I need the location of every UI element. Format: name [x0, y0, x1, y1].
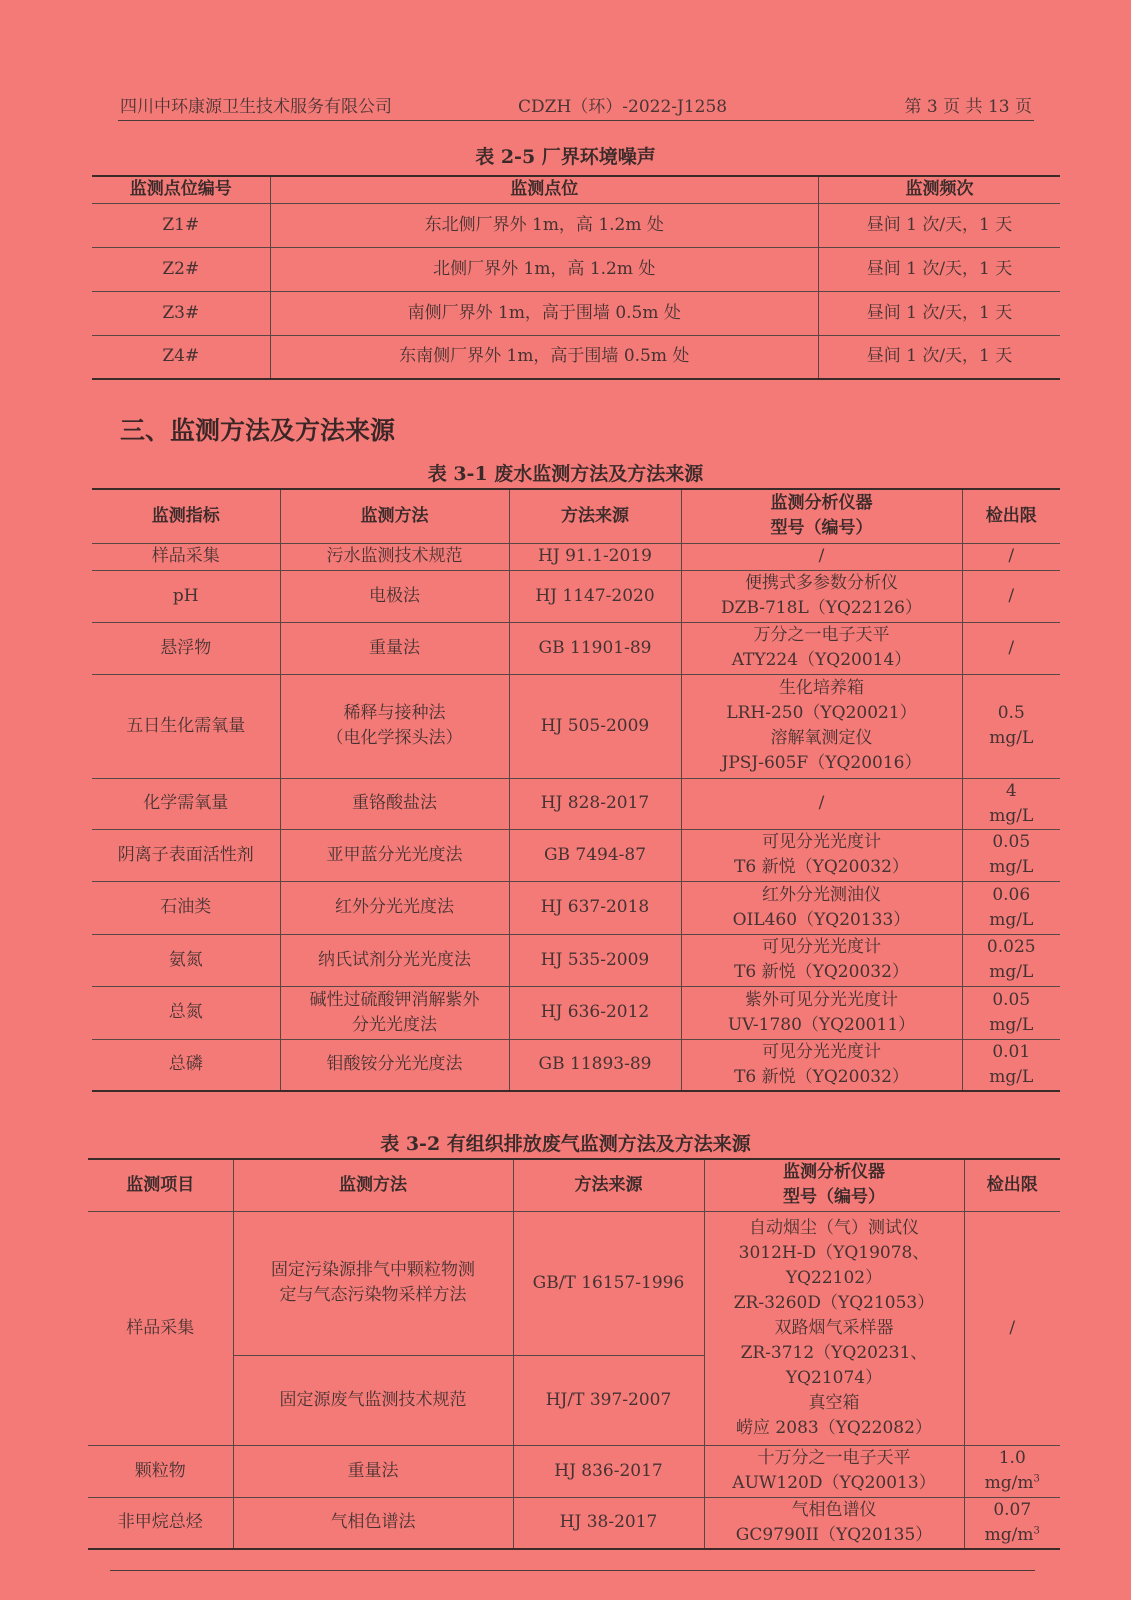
table-row	[92, 778, 1060, 829]
table-header-cell: 监测方法	[233, 1159, 513, 1211]
table-cell: Z4#	[92, 335, 270, 379]
table-cell: 样品采集	[92, 543, 280, 570]
table-cell: 重铬酸盐法	[280, 778, 509, 829]
table-cell: HJ 836-2017	[513, 1445, 704, 1497]
table-cell: 北侧厂界外 1m，高 1.2m 处	[270, 247, 818, 291]
table-cell: HJ 505-2009	[509, 674, 681, 778]
table-cell: 稀释与接种法 （电化学探头法）	[280, 674, 509, 778]
table-cell: HJ 1147-2020	[509, 570, 681, 622]
limit-value: 1.0	[998, 1448, 1026, 1468]
page-number: 第 3 页 共 13 页	[904, 97, 1032, 117]
table-cell: 昼间 1 次/天，1 天	[818, 335, 1060, 379]
table-cell: 气相色谱法	[233, 1497, 513, 1549]
table-row	[88, 1211, 1060, 1355]
table-row	[92, 203, 1060, 247]
table-cell: 南侧厂界外 1m，高于围墙 0.5m 处	[270, 291, 818, 335]
table-cell: 石油类	[92, 881, 280, 934]
table-cell	[964, 1497, 1060, 1549]
table-cell: GB 11901-89	[509, 622, 681, 674]
table-cell: Z2#	[92, 247, 270, 291]
table-cell: /	[681, 543, 962, 570]
table-cell: HJ 636-2012	[509, 986, 681, 1039]
table-cell: /	[962, 570, 1060, 622]
table-cell: 固定源废气监测技术规范	[233, 1355, 513, 1445]
table-cell: HJ 38-2017	[513, 1497, 704, 1549]
header-divider	[118, 120, 1034, 121]
table-header-cell: 监测指标	[92, 489, 280, 543]
table-row	[92, 986, 1060, 1039]
table-cell: Z3#	[92, 291, 270, 335]
table-row	[92, 570, 1060, 622]
table-3-2-caption: 表 3-2 有组织排放废气监测方法及方法来源	[380, 1133, 751, 1155]
table-row	[88, 1445, 1060, 1497]
table-header-cell: 检出限	[964, 1159, 1060, 1211]
table-cell: /	[962, 543, 1060, 570]
table-cell: 纳氏试剂分光光度法	[280, 934, 509, 986]
table-cell: 阴离子表面活性剂	[92, 829, 280, 881]
table-cell: 固定污染源排气中颗粒物测 定与气态污染物采样方法	[233, 1211, 513, 1355]
table-cell: 昼间 1 次/天，1 天	[818, 247, 1060, 291]
table-cell: 悬浮物	[92, 622, 280, 674]
page-header	[120, 92, 1032, 120]
footer-divider	[110, 1570, 1035, 1571]
table-row	[92, 881, 1060, 934]
table-cell: HJ 91.1-2019	[509, 543, 681, 570]
table-cell: 紫外可见分光光度计 UV-1780（YQ20011）	[681, 986, 962, 1039]
exhaust-gas-methods-table	[88, 1158, 1060, 1550]
table-cell: 东南侧厂界外 1m，高于围墙 0.5m 处	[270, 335, 818, 379]
table-header-cell: 监测点位编号	[92, 176, 270, 203]
noise-table	[92, 175, 1060, 380]
limit-unit: mg/m	[984, 1473, 1034, 1493]
table-header-cell: 方法来源	[509, 489, 681, 543]
table-cell: 重量法	[233, 1445, 513, 1497]
table-cell: 电极法	[280, 570, 509, 622]
limit-unit: mg/m	[984, 1524, 1034, 1545]
table-row	[92, 335, 1060, 379]
table-cell: GB/T 16157-1996	[513, 1211, 704, 1355]
table-cell: HJ 828-2017	[509, 778, 681, 829]
table-row	[88, 1497, 1060, 1549]
table-cell: HJ 535-2009	[509, 934, 681, 986]
table-cell: /	[964, 1211, 1060, 1445]
table-cell: 可见分光光度计 T6 新悦（YQ20032）	[681, 934, 962, 986]
table-cell: 五日生化需氧量	[92, 674, 280, 778]
table-cell: 十万分之一电子天平 AUW120D（YQ20013）	[704, 1445, 964, 1497]
table-cell: pH	[92, 570, 280, 622]
table-cell: 污水监测技术规范	[280, 543, 509, 570]
table-cell: GB 11893-89	[509, 1039, 681, 1091]
table-row	[92, 543, 1060, 570]
limit-value: 0.07	[993, 1499, 1032, 1520]
table-cell: 生化培养箱 LRH-250（YQ20021） 溶解氧测定仪 JPSJ-605F（YQ20016）	[681, 674, 962, 778]
table-cell: 亚甲蓝分光光度法	[280, 829, 509, 881]
table-cell: 红外分光测油仪 OIL460（YQ20133）	[681, 881, 962, 934]
table-header-cell: 监测点位	[270, 176, 818, 203]
table-cell: 0.05 mg/L	[962, 986, 1060, 1039]
table-cell: 化学需氧量	[92, 778, 280, 829]
table-cell: /	[962, 622, 1060, 674]
limit-unit-superscript: 3	[1033, 1473, 1040, 1485]
table-cell: 重量法	[280, 622, 509, 674]
table-cell: 气相色谱仪 GC9790II（YQ20135）	[704, 1497, 964, 1549]
table-cell: 颗粒物	[88, 1445, 233, 1497]
table-3-1-caption: 表 3-1 废水监测方法及方法来源	[427, 463, 704, 485]
table-cell: 钼酸铵分光光度法	[280, 1039, 509, 1091]
table-cell: 昼间 1 次/天，1 天	[818, 291, 1060, 335]
table-header-cell: 监测方法	[280, 489, 509, 543]
table-header-cell: 检出限	[962, 489, 1060, 543]
table-cell: 可见分光光度计 T6 新悦（YQ20032）	[681, 1039, 962, 1091]
table-cell: 氨氮	[92, 934, 280, 986]
table-cell: 0.5 mg/L	[962, 674, 1060, 778]
table-cell: 自动烟尘（气）测试仪 3012H-D（YQ19078、 YQ22102） ZR-3260D（YQ21053） 双路烟气采样器 ZR-3712（YQ20231、 YQ21074） 真空箱 崂应 2083（YQ22082）	[704, 1211, 964, 1445]
wastewater-methods-table	[92, 488, 1060, 1092]
table-cell: 样品采集	[88, 1211, 233, 1445]
table-cell: 万分之一电子天平 ATY224（YQ20014）	[681, 622, 962, 674]
table-cell: 便携式多参数分析仪 DZB-718L（YQ22126）	[681, 570, 962, 622]
table-cell: HJ 637-2018	[509, 881, 681, 934]
table-cell: 总氮	[92, 986, 280, 1039]
table-cell: 东北侧厂界外 1m，高 1.2m 处	[270, 203, 818, 247]
table-cell: Z1#	[92, 203, 270, 247]
table-2-5-caption: 表 2-5 厂界环境噪声	[475, 146, 656, 168]
table-row	[92, 291, 1060, 335]
report-code: CDZH（环）-2022-J1258	[518, 97, 728, 117]
table-cell: 总磷	[92, 1039, 280, 1091]
table-cell: HJ/T 397-2007	[513, 1355, 704, 1445]
table-header-cell: 监测分析仪器 型号（编号）	[681, 489, 962, 543]
table-row	[92, 1039, 1060, 1091]
table-cell: 0.05 mg/L	[962, 829, 1060, 881]
table-cell: 可见分光光度计 T6 新悦（YQ20032）	[681, 829, 962, 881]
limit-unit-superscript: 3	[1033, 1525, 1040, 1537]
company-name: 四川中环康源卫生技术服务有限公司	[120, 97, 392, 117]
table-cell: 碱性过硫酸钾消解紫外 分光光度法	[280, 986, 509, 1039]
table-row	[92, 829, 1060, 881]
table-cell: /	[681, 778, 962, 829]
table-header-cell: 方法来源	[513, 1159, 704, 1211]
table-header-cell: 监测分析仪器 型号（编号）	[704, 1159, 964, 1211]
table-row	[92, 247, 1060, 291]
section-heading: 三、监测方法及方法来源	[120, 416, 396, 445]
table-cell: 昼间 1 次/天，1 天	[818, 203, 1060, 247]
table-cell: 非甲烷总烃	[88, 1497, 233, 1549]
table-cell: 红外分光光度法	[280, 881, 509, 934]
table-header-cell: 监测项目	[88, 1159, 233, 1211]
table-cell: 0.01 mg/L	[962, 1039, 1060, 1091]
table-cell: GB 7494-87	[509, 829, 681, 881]
table-header-cell: 监测频次	[818, 176, 1060, 203]
table-cell: 0.06 mg/L	[962, 881, 1060, 934]
table-row	[92, 934, 1060, 986]
table-cell	[964, 1445, 1060, 1497]
table-cell: 0.025 mg/L	[962, 934, 1060, 986]
table-row	[92, 674, 1060, 778]
table-row	[92, 622, 1060, 674]
table-cell: 4 mg/L	[962, 778, 1060, 829]
